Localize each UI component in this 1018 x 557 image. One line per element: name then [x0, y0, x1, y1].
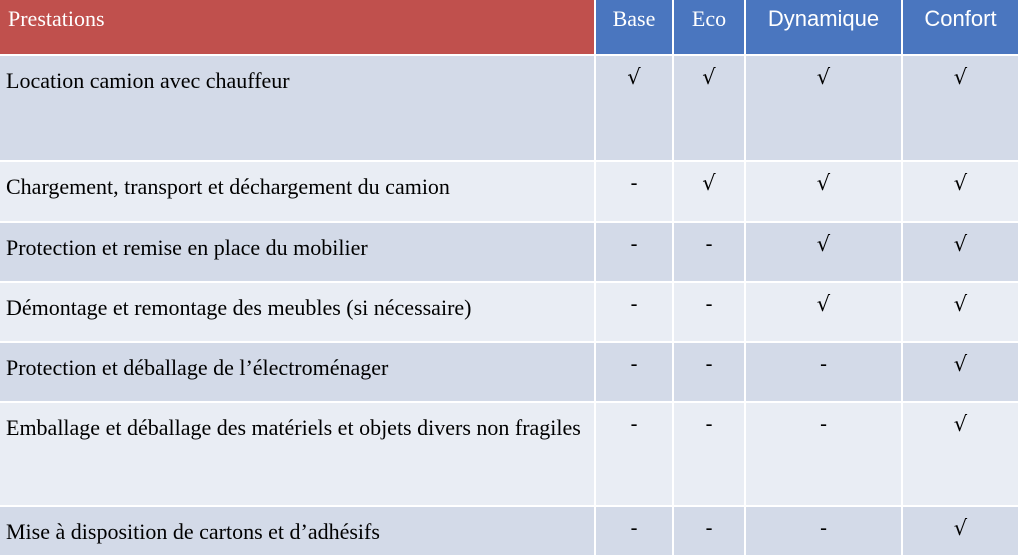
- table-row: [0, 507, 1018, 557]
- cell-dynamique: √: [746, 223, 903, 283]
- header-prestations: Prestations: [0, 0, 596, 56]
- cell-dynamique: √: [746, 56, 903, 162]
- cell-eco: -: [674, 343, 746, 403]
- cell-eco: √: [674, 162, 746, 223]
- row-label: Location camion avec chauffeur: [0, 56, 596, 162]
- row-label: Protection et déballage de l’électroménager: [0, 343, 596, 403]
- table-row: [0, 223, 1018, 283]
- cell-dynamique: √: [746, 283, 903, 343]
- cell-base: -: [596, 283, 674, 343]
- cell-eco: -: [674, 223, 746, 283]
- header-dynamique: Dynamique: [746, 0, 903, 56]
- cell-confort: √: [903, 56, 1018, 162]
- row-label: Mise à disposition de cartons et d’adhésifs: [0, 507, 596, 557]
- cell-base: -: [596, 403, 674, 507]
- cell-confort: √: [903, 403, 1018, 507]
- table-row: [0, 403, 1018, 507]
- header-eco: Eco: [674, 0, 746, 56]
- row-label: Emballage et déballage des matériels et objets divers non fragiles: [0, 403, 596, 507]
- cell-base: -: [596, 223, 674, 283]
- cell-confort: √: [903, 343, 1018, 403]
- row-label: Chargement, transport et déchargement du camion: [0, 162, 596, 223]
- cell-confort: √: [903, 507, 1018, 557]
- cell-confort: √: [903, 283, 1018, 343]
- cell-dynamique: -: [746, 403, 903, 507]
- row-label: Démontage et remontage des meubles (si nécessaire): [0, 283, 596, 343]
- table-row: [0, 283, 1018, 343]
- cell-confort: √: [903, 162, 1018, 223]
- cell-base: -: [596, 162, 674, 223]
- cell-base: -: [596, 507, 674, 557]
- table-row: [0, 56, 1018, 162]
- header-base: Base: [596, 0, 674, 56]
- cell-eco: -: [674, 507, 746, 557]
- cell-dynamique: -: [746, 343, 903, 403]
- header-confort: Confort: [903, 0, 1018, 56]
- table-row: [0, 343, 1018, 403]
- cell-confort: √: [903, 223, 1018, 283]
- cell-eco: -: [674, 403, 746, 507]
- table-row: [0, 162, 1018, 223]
- header-row: [0, 0, 1018, 56]
- cell-dynamique: -: [746, 507, 903, 557]
- cell-base: √: [596, 56, 674, 162]
- cell-eco: √: [674, 56, 746, 162]
- cell-base: -: [596, 343, 674, 403]
- cell-dynamique: √: [746, 162, 903, 223]
- cell-eco: -: [674, 283, 746, 343]
- row-label: Protection et remise en place du mobilier: [0, 223, 596, 283]
